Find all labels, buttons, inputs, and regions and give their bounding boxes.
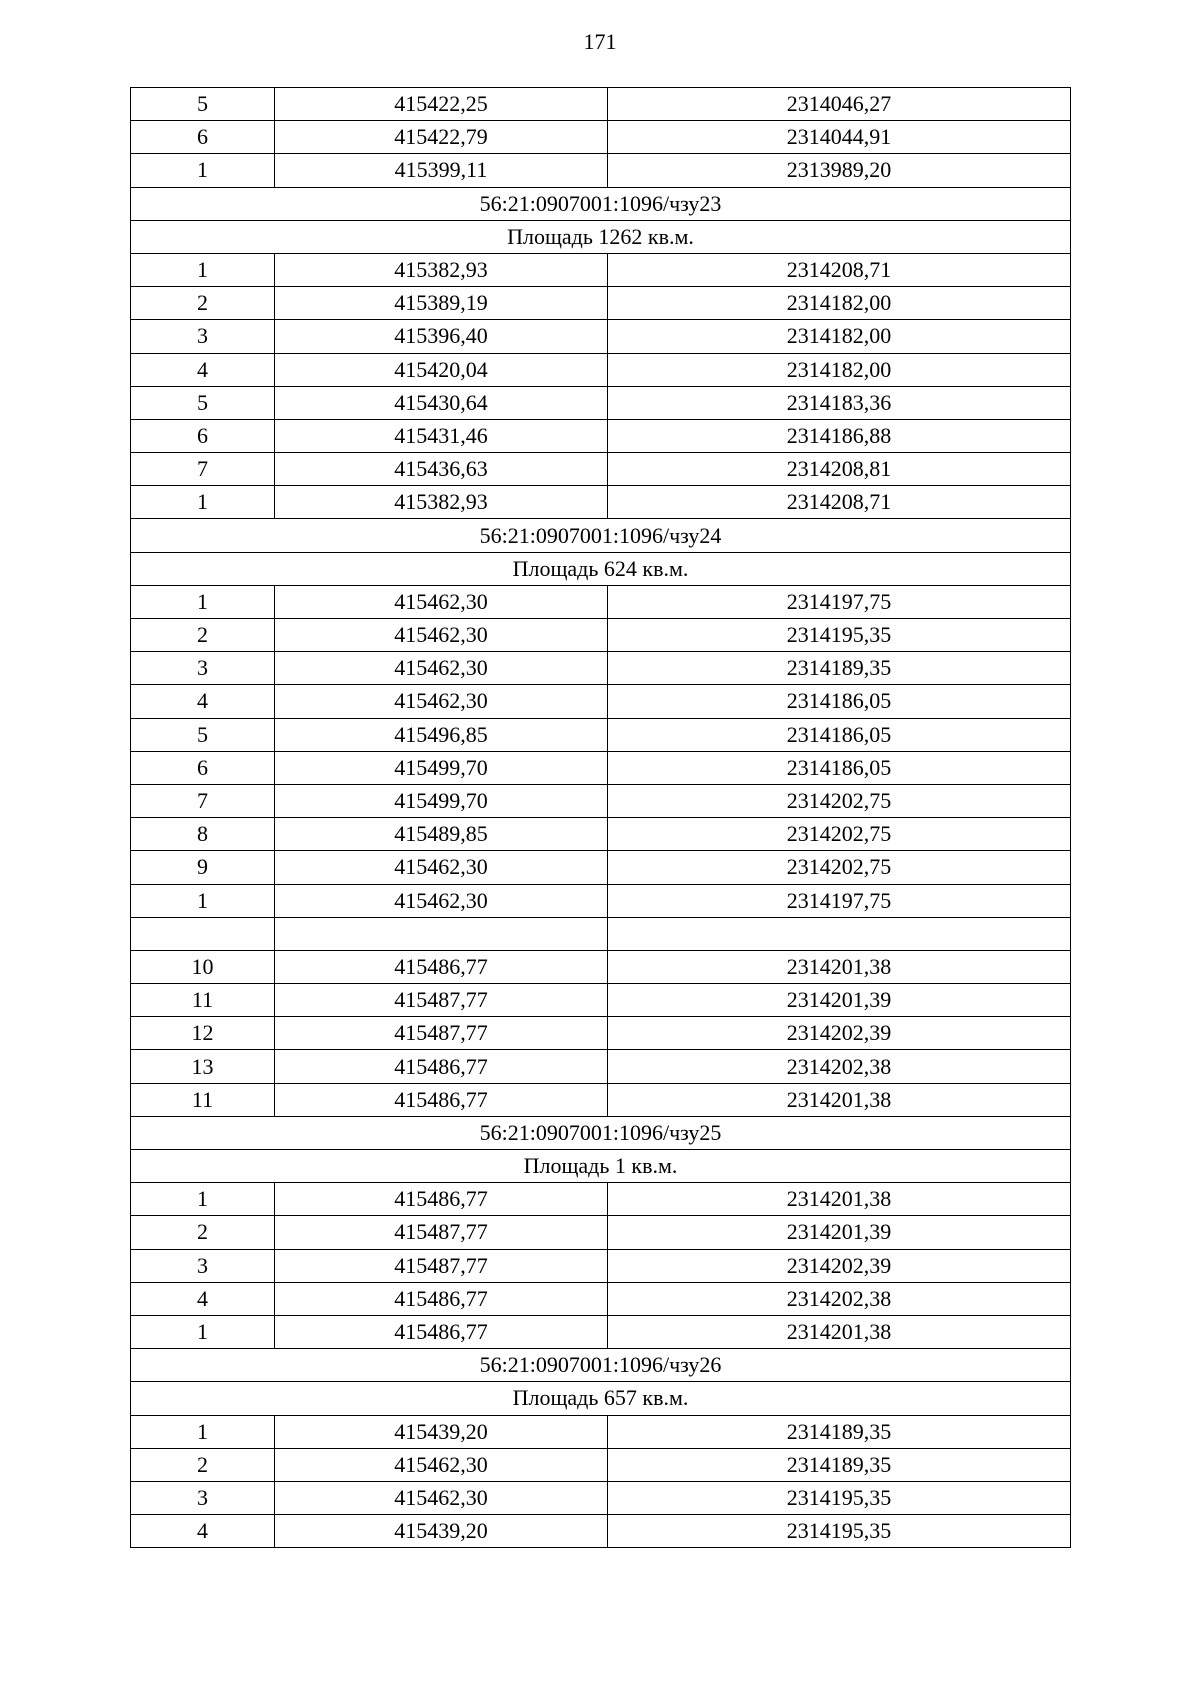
- coordinates-table-body: [131, 88, 1071, 1548]
- point-number-cell: 5: [131, 88, 275, 121]
- point-number-cell: 13: [131, 1050, 275, 1083]
- x-coordinate-cell: 415431,46: [275, 419, 608, 452]
- table-row: [131, 486, 1071, 519]
- y-coordinate-cell: 2314182,00: [608, 320, 1071, 353]
- point-number-cell: 3: [131, 320, 275, 353]
- y-coordinate-cell: 2314202,75: [608, 784, 1071, 817]
- table-row: [131, 818, 1071, 851]
- x-coordinate-cell: 415439,20: [275, 1415, 608, 1448]
- table-row: [131, 320, 1071, 353]
- y-coordinate-cell: 2314182,00: [608, 353, 1071, 386]
- y-coordinate-cell: 2314182,00: [608, 287, 1071, 320]
- section-header-cell: Площадь 1 кв.м.: [131, 1150, 1071, 1183]
- y-coordinate-cell: 2314208,81: [608, 453, 1071, 486]
- x-coordinate-cell: 415462,30: [275, 851, 608, 884]
- point-number-cell: 6: [131, 121, 275, 154]
- table-row: [131, 1050, 1071, 1083]
- point-number-cell: 11: [131, 1083, 275, 1116]
- x-coordinate-cell: 415396,40: [275, 320, 608, 353]
- x-coordinate-cell: 415462,30: [275, 1481, 608, 1514]
- point-number-cell: 5: [131, 386, 275, 419]
- table-row: [131, 1017, 1071, 1050]
- point-number-cell: 3: [131, 652, 275, 685]
- section-header-cell: 56:21:0907001:1096/чзу26: [131, 1349, 1071, 1382]
- section-header-cell: 56:21:0907001:1096/чзу24: [131, 519, 1071, 552]
- section-header-row: [131, 1116, 1071, 1149]
- x-coordinate-cell: 415487,77: [275, 1017, 608, 1050]
- table-row: [131, 453, 1071, 486]
- point-number-cell: 12: [131, 1017, 275, 1050]
- section-header-row: [131, 552, 1071, 585]
- y-coordinate-cell: 2314202,38: [608, 1282, 1071, 1315]
- x-coordinate-cell: 415382,93: [275, 486, 608, 519]
- y-coordinate-cell: 2314201,39: [608, 1216, 1071, 1249]
- y-coordinate-cell: 2314201,38: [608, 1083, 1071, 1116]
- x-coordinate-cell: 415420,04: [275, 353, 608, 386]
- table-row: [131, 154, 1071, 187]
- point-number-cell: 5: [131, 718, 275, 751]
- table-row: [131, 1216, 1071, 1249]
- point-number-cell: 1: [131, 585, 275, 618]
- table-row: [131, 619, 1071, 652]
- point-number-cell: 2: [131, 1216, 275, 1249]
- table-row: [131, 287, 1071, 320]
- y-coordinate-cell: 2314202,75: [608, 818, 1071, 851]
- point-number-cell: 7: [131, 453, 275, 486]
- coordinates-table: [130, 87, 1071, 1548]
- y-coordinate-cell: 2313989,20: [608, 154, 1071, 187]
- x-coordinate-cell: 415486,77: [275, 1183, 608, 1216]
- y-coordinate-cell: 2314186,05: [608, 685, 1071, 718]
- x-coordinate-cell: 415486,77: [275, 1050, 608, 1083]
- section-header-row: [131, 1150, 1071, 1183]
- x-coordinate-cell: 415399,11: [275, 154, 608, 187]
- point-number-cell: 7: [131, 784, 275, 817]
- point-number-cell: 4: [131, 353, 275, 386]
- x-coordinate-cell: 415499,70: [275, 751, 608, 784]
- point-number-cell: 4: [131, 1282, 275, 1315]
- table-row: [131, 784, 1071, 817]
- section-header-cell: Площадь 657 кв.м.: [131, 1382, 1071, 1415]
- section-header-row: [131, 1382, 1071, 1415]
- table-row: [131, 917, 1071, 950]
- table-row: [131, 1282, 1071, 1315]
- x-coordinate-cell: 415486,77: [275, 1083, 608, 1116]
- x-coordinate-cell: 415487,77: [275, 1249, 608, 1282]
- y-coordinate-cell: 2314044,91: [608, 121, 1071, 154]
- table-row: [131, 1448, 1071, 1481]
- y-coordinate-cell: 2314189,35: [608, 1448, 1071, 1481]
- y-coordinate-cell: 2314208,71: [608, 253, 1071, 286]
- x-coordinate-cell: 415436,63: [275, 453, 608, 486]
- table-row: [131, 652, 1071, 685]
- page-number: 171: [583, 29, 617, 54]
- y-coordinate-cell: 2314202,75: [608, 851, 1071, 884]
- x-coordinate-cell: 415462,30: [275, 685, 608, 718]
- y-coordinate-cell: 2314208,71: [608, 486, 1071, 519]
- table-row: [131, 984, 1071, 1017]
- point-number-cell: 1: [131, 486, 275, 519]
- point-number-cell: 4: [131, 685, 275, 718]
- x-coordinate-cell: 415486,77: [275, 950, 608, 983]
- y-coordinate-cell: 2314201,39: [608, 984, 1071, 1017]
- x-coordinate-cell: 415499,70: [275, 784, 608, 817]
- point-number-cell: 2: [131, 287, 275, 320]
- point-number-cell: 3: [131, 1481, 275, 1514]
- x-coordinate-cell: 415382,93: [275, 253, 608, 286]
- y-coordinate-cell: 2314197,75: [608, 585, 1071, 618]
- y-coordinate-cell: 2314186,05: [608, 718, 1071, 751]
- table-row: [131, 1315, 1071, 1348]
- point-number-cell: 2: [131, 619, 275, 652]
- table-row: [131, 419, 1071, 452]
- y-coordinate-cell: 2314201,38: [608, 950, 1071, 983]
- point-number-cell: 8: [131, 818, 275, 851]
- y-coordinate-cell: 2314186,88: [608, 419, 1071, 452]
- x-coordinate-cell: 415422,79: [275, 121, 608, 154]
- point-number-cell: [131, 917, 275, 950]
- point-number-cell: 6: [131, 419, 275, 452]
- section-header-row: [131, 187, 1071, 220]
- x-coordinate-cell: 415422,25: [275, 88, 608, 121]
- y-coordinate-cell: 2314202,39: [608, 1017, 1071, 1050]
- y-coordinate-cell: 2314197,75: [608, 884, 1071, 917]
- section-header-cell: Площадь 624 кв.м.: [131, 552, 1071, 585]
- table-row: [131, 1249, 1071, 1282]
- point-number-cell: 3: [131, 1249, 275, 1282]
- x-coordinate-cell: 415489,85: [275, 818, 608, 851]
- point-number-cell: 4: [131, 1515, 275, 1548]
- point-number-cell: 1: [131, 1183, 275, 1216]
- point-number-cell: 1: [131, 1315, 275, 1348]
- x-coordinate-cell: 415486,77: [275, 1315, 608, 1348]
- y-coordinate-cell: 2314202,38: [608, 1050, 1071, 1083]
- table-row: [131, 253, 1071, 286]
- y-coordinate-cell: 2314201,38: [608, 1315, 1071, 1348]
- table-row: [131, 1515, 1071, 1548]
- x-coordinate-cell: 415487,77: [275, 984, 608, 1017]
- section-header-row: [131, 1349, 1071, 1382]
- y-coordinate-cell: 2314195,35: [608, 1481, 1071, 1514]
- section-header-row: [131, 220, 1071, 253]
- table-row: [131, 585, 1071, 618]
- table-row: [131, 851, 1071, 884]
- table-row: [131, 884, 1071, 917]
- y-coordinate-cell: [608, 917, 1071, 950]
- table-row: [131, 685, 1071, 718]
- x-coordinate-cell: 415462,30: [275, 884, 608, 917]
- point-number-cell: 1: [131, 253, 275, 286]
- x-coordinate-cell: 415439,20: [275, 1515, 608, 1548]
- y-coordinate-cell: 2314195,35: [608, 1515, 1071, 1548]
- x-coordinate-cell: 415462,30: [275, 652, 608, 685]
- point-number-cell: 1: [131, 884, 275, 917]
- table-row: [131, 88, 1071, 121]
- section-header-cell: Площадь 1262 кв.м.: [131, 220, 1071, 253]
- table-row: [131, 386, 1071, 419]
- x-coordinate-cell: 415496,85: [275, 718, 608, 751]
- point-number-cell: 1: [131, 1415, 275, 1448]
- table-row: [131, 751, 1071, 784]
- x-coordinate-cell: 415430,64: [275, 386, 608, 419]
- x-coordinate-cell: 415389,19: [275, 287, 608, 320]
- table-row: [131, 950, 1071, 983]
- y-coordinate-cell: 2314046,27: [608, 88, 1071, 121]
- table-row: [131, 121, 1071, 154]
- y-coordinate-cell: 2314202,39: [608, 1249, 1071, 1282]
- section-header-cell: 56:21:0907001:1096/чзу23: [131, 187, 1071, 220]
- section-header-row: [131, 519, 1071, 552]
- point-number-cell: 10: [131, 950, 275, 983]
- x-coordinate-cell: 415462,30: [275, 585, 608, 618]
- point-number-cell: 11: [131, 984, 275, 1017]
- y-coordinate-cell: 2314201,38: [608, 1183, 1071, 1216]
- point-number-cell: 6: [131, 751, 275, 784]
- x-coordinate-cell: 415487,77: [275, 1216, 608, 1249]
- table-row: [131, 1415, 1071, 1448]
- section-header-cell: 56:21:0907001:1096/чзу25: [131, 1116, 1071, 1149]
- table-row: [131, 1183, 1071, 1216]
- x-coordinate-cell: 415462,30: [275, 1448, 608, 1481]
- point-number-cell: 2: [131, 1448, 275, 1481]
- point-number-cell: 1: [131, 154, 275, 187]
- table-row: [131, 718, 1071, 751]
- y-coordinate-cell: 2314183,36: [608, 386, 1071, 419]
- table-row: [131, 1083, 1071, 1116]
- y-coordinate-cell: 2314189,35: [608, 1415, 1071, 1448]
- y-coordinate-cell: 2314189,35: [608, 652, 1071, 685]
- x-coordinate-cell: 415486,77: [275, 1282, 608, 1315]
- table-row: [131, 1481, 1071, 1514]
- x-coordinate-cell: [275, 917, 608, 950]
- y-coordinate-cell: 2314186,05: [608, 751, 1071, 784]
- point-number-cell: 9: [131, 851, 275, 884]
- y-coordinate-cell: 2314195,35: [608, 619, 1071, 652]
- x-coordinate-cell: 415462,30: [275, 619, 608, 652]
- table-row: [131, 353, 1071, 386]
